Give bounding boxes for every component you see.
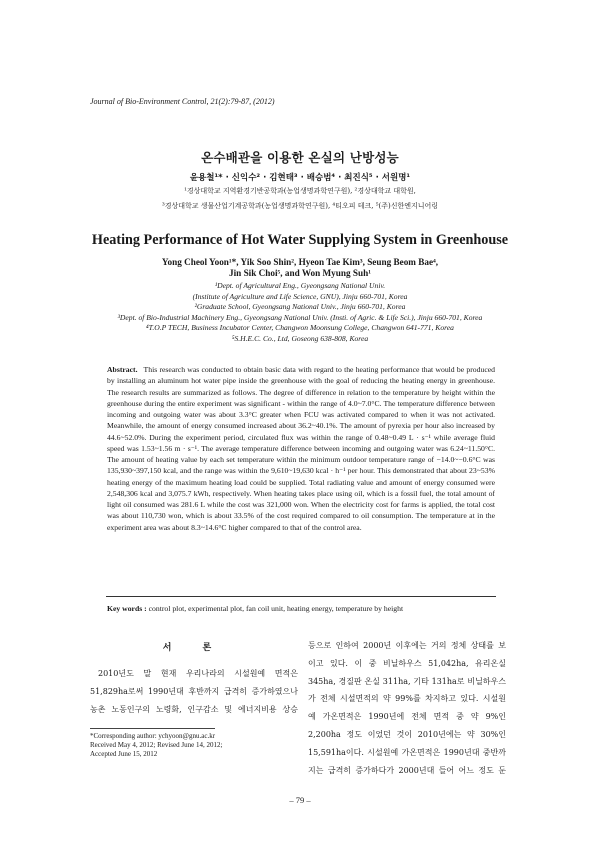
abstract xyxy=(107,364,495,533)
page-number: – 79 – xyxy=(289,795,311,805)
korean-affiliation-line2: ³경상대학교 생물산업기계공학과(농업생명과학연구원), ⁴티오피 테크, ⁵(주)신한엔지니어링 xyxy=(161,202,439,210)
english-affiliation-5: ⁵S.H.E.C. Co., Ltd, Goseong 638-808, Korea xyxy=(231,334,369,343)
footnote xyxy=(90,732,300,759)
english-affiliation-1b: (Institute of Agriculture and Life Science, GNU), Jinju 660-701, Korea xyxy=(192,292,408,301)
body-right-line: 15,591ha이다. 시설원예 가온면적은 1990년대 중반까 xyxy=(308,747,506,757)
footnote-divider xyxy=(90,728,215,729)
abstract-text: This research was conducted to obtain basic data with regard to the heating performance that would be produced by installing an aluminum hot water pipe inside the greenhouse with the goal of reducing the heating energy in greenhouse. The research results are summarized as follows. The degree of difference in relation to the temperature by height within the greenhouse during the entire experiment was significant - within the range of 4.0~7.0°C. The temperature difference between incoming and outgoing water was about 3.3°C greater when FCU was activated compared to when it was not activated. Meanwhile, the amount of energy consumed increased about 36.2~40.1%. The amount of pyrexia per hour also increased by 44.6~52.0%. During the experiment period, circulated flux was within the range of 0.48~0.49 L · s⁻¹ while average fluid speed was 1.53~1.56 m · s⁻¹. The average temperature difference between incoming and outgoing water was 6.24~11.50°C. The amount of heating value by each set temperature within the minimum outdoor temperature range of −14.0~−0.6°C was 135,930~397,150 kcal, and the range was within the 9,610~19,630 kcal · h⁻¹ per hour. This demonstrated that about 23~53% heating energy of the maximum heating load could be supplied. Total radiating value and amount of energy consumed were 2,548,306 kcal and 3,075.7 kWh, respectively. When heating takes place using oil, which is a fossil fuel, the total amount of light oil consumed was 281.6 L while the cost was 321,000 won. When the electricity cost for farms is applied, the total cost was about 110,730 won, which is about 33.5% of the cost required compared to oil consumption. The temperature at in the experiment area was about 8.3~14.6°C higher compared to that of the control area. xyxy=(107,365,495,532)
english-authors-line1: Yong Cheol Yoon¹*, Yik Soo Shin², Hyeon Tae Kim³, Seung Beom Bae⁴, xyxy=(161,257,439,267)
footnote-corresponding-author: *Corresponding author: ychyoon@gnu.ac.kr xyxy=(90,732,216,740)
korean-title: 온수배관을 이용한 온실의 난방성능 xyxy=(201,150,399,165)
keywords-label: Key words : xyxy=(107,604,147,613)
body-left-line: 농촌 노동인구의 노령화, 인구감소 및 에너지비용 상승 xyxy=(90,704,298,714)
english-title: Heating Performance of Hot Water Supplying System in Greenhouse xyxy=(91,232,509,248)
english-affiliation-3: ³Dept. of Bio-Industrial Machinery Eng., Gyeongsang National Univ. (Insti. of Agric. & Life Sci.), Jinju 660-701, Korea xyxy=(117,313,483,322)
body-right-line: 가 전체 시설면적의 약 99%를 차지하고 있다. 시설원 xyxy=(308,694,506,704)
keywords-text: control plot, experimental plot, fan coil unit, heating energy, temperature by height xyxy=(148,604,404,613)
body-right-line: 등으로 인하여 2000년 이후에는 거의 정체 상태를 보 xyxy=(308,641,506,650)
body-left-column xyxy=(90,665,298,718)
abstract-label: Abstract. xyxy=(107,365,138,374)
body-left-line: 51,829ha로써 1990년대 후반까지 급격히 증가하였으나 xyxy=(90,686,298,696)
keywords xyxy=(107,604,403,613)
english-affiliation-2: ²Graduate School, Gyeongsang National Univ., Jinju 660-701, Korea xyxy=(194,302,406,311)
english-affiliation-1: ¹Dept. of Agricultural Eng., Gyeongsang National Univ. xyxy=(214,281,386,290)
body-right-line: 2,200ha 정도 이었던 것이 2010년에는 약 30%인 xyxy=(308,729,506,739)
body-right-line: 예 가온면적은 1990년에 전체 면적 중 약 9%인 xyxy=(308,712,506,722)
footnote-received: Received May 4, 2012; Revised June 14, 2012; xyxy=(90,741,223,749)
korean-authors: 윤용철¹* · 신익수² · 김현태³ · 배승범⁴ · 최진식⁵ · 서원명¹ xyxy=(189,173,411,183)
english-authors-line2: Jin Sik Choi⁵, and Won Myung Suh¹ xyxy=(229,268,371,278)
english-affiliation-4: ⁴T.O.P TECH, Business Incubator Center, Changwon Moonsung College, Changwon 641-771, Korea xyxy=(146,323,454,332)
body-right-column xyxy=(308,637,506,779)
korean-affiliation-line1: ¹경상대학교 지역환경기반공학과(농업생명과학연구원), ²경상대학교 대학원, xyxy=(184,187,416,195)
abstract-divider xyxy=(106,596,496,597)
section-heading-introduction: 서 론 xyxy=(162,643,226,653)
body-right-line: 이고 있다. 이 중 비닐하우스 51,042ha, 유리온실 xyxy=(308,658,506,668)
body-right-line: 지는 급격히 증가하다가 2000년대 들어 어느 정도 둔 xyxy=(308,765,506,775)
body-right-line: 345ha, 경질판 온실 311ha, 기타 131ha로 비닐하우스 xyxy=(308,676,506,686)
footnote-accepted: Accepted June 15, 2012 xyxy=(90,750,158,758)
journal-citation: Journal of Bio-Environment Control, 21(2):79-87, (2012) xyxy=(90,97,275,106)
body-left-line: 2010년도 말 현재 우리나라의 시설원예 면적은 xyxy=(98,669,298,678)
